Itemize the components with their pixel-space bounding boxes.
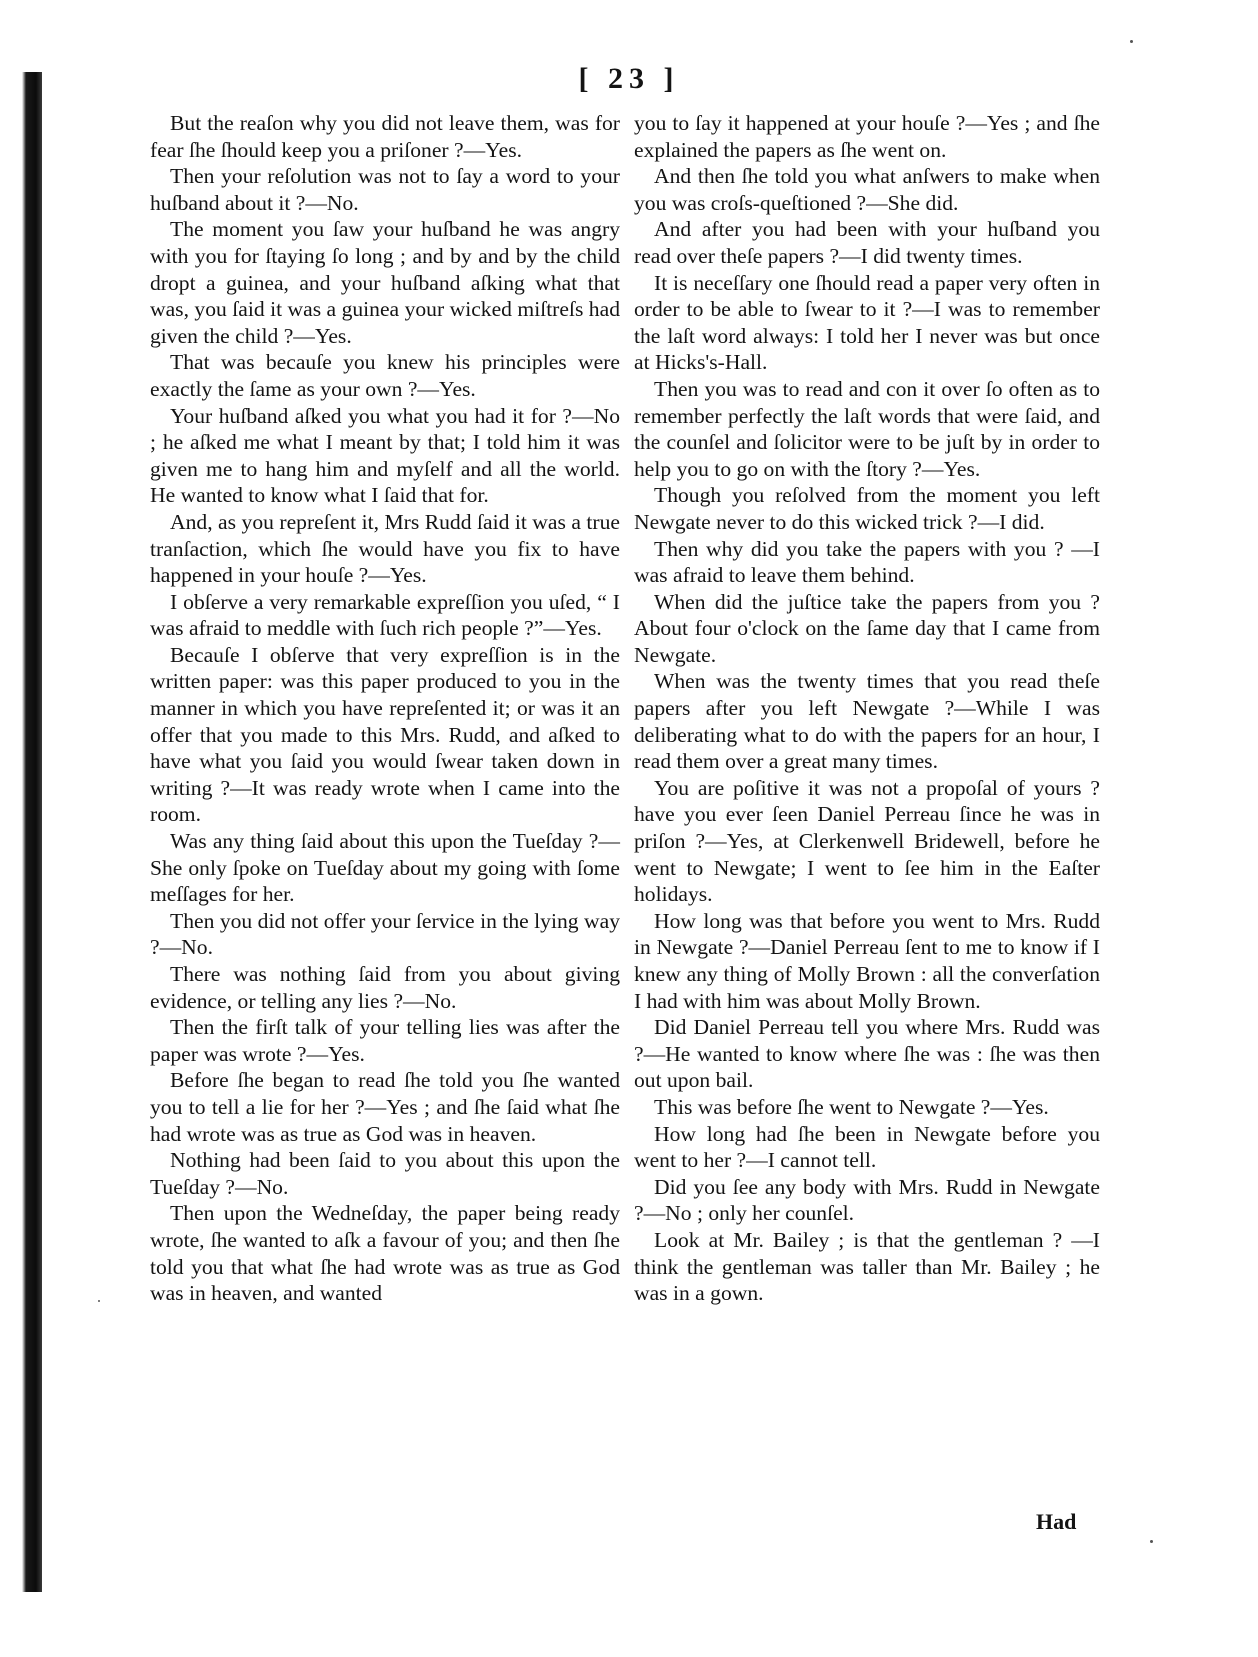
- paper-speck: [1150, 1540, 1153, 1543]
- paragraph: Did Daniel Perreau tell you where Mrs. Rudd was ?—He wanted to know where ſhe was : ſhe was then out upon bail.: [634, 1015, 1100, 1093]
- paragraph: I obſerve a very remarkable expreſſion you uſed, “ I was afraid to meddle with ſuch rich people ?”—Yes.: [150, 589, 620, 641]
- paragraph: Then why did you take the papers with you ? —I was afraid to leave them behind.: [634, 536, 1100, 588]
- binding-shadow: [0, 72, 42, 1592]
- paragraph: How long had ſhe been in Newgate before you went to her ?—I cannot tell.: [634, 1121, 1100, 1173]
- paragraph: You are poſitive it was not a propoſal of yours ? have you ever ſeen Daniel Perreau ſince he was in priſon ?—Yes, at Clerkenwell Bridewell, before he went to Newgate; I went to ſee him in the Eaſter holidays.: [634, 775, 1100, 907]
- right-column: [634, 110, 1100, 1307]
- paragraph: Then the firſt talk of your telling lies was after the paper was wrote ?—Yes.: [150, 1015, 620, 1066]
- paragraph: And then ſhe told you what anſwers to make when you was croſs-queſtioned ?—She did.: [634, 164, 1100, 215]
- paragraph: Your huſband aſked you what you had it for ?—No ; he aſked me what I meant by that; I told him it was given me to hang him and myſelf and all the world. He wanted to know what I ſaid that for.: [150, 403, 620, 508]
- paper-speck: [98, 1300, 100, 1302]
- paper-speck: [1130, 40, 1133, 43]
- paragraph: Nothing had been ſaid to you about this upon the Tueſday ?—No.: [150, 1148, 620, 1199]
- paragraph: When was the twenty times that you read theſe papers after you left Newgate ?—While I was deliberating what to do with the papers for an hour, I read them over a great many times.: [634, 669, 1100, 774]
- paragraph: How long was that before you went to Mrs. Rudd in Newgate ?—Daniel Perreau ſent to me to know if I knew any thing of Molly Brown : all the converſation I had with him was about Molly Brown.: [634, 908, 1100, 1013]
- paragraph: Was any thing ſaid about this upon the Tueſday ?—She only ſpoke on Tueſday about my going with ſome meſſages for her.: [150, 829, 620, 907]
- paragraph: And, as you repreſent it, Mrs Rudd ſaid it was a true tranſaction, which ſhe would have you fix to have happened in your houſe ?—Yes.: [150, 509, 620, 588]
- paragraph: The moment you ſaw your huſband he was angry with you for ſtaying ſo long ; and by and by the child dropt a guinea, and your huſband aſking what that was, you ſaid it was a guinea your wicked miſtreſs had given the child ?—Yes.: [150, 217, 620, 348]
- catchword: Had: [1036, 1509, 1077, 1534]
- paragraph: This was before ſhe went to Newgate ?—Yes.: [654, 1094, 1049, 1119]
- paragraph: Becauſe I obſerve that very expreſſion is in the written paper: was this paper produced to you in the manner in which you have repreſented it; or was it an offer that you made to this Mrs. Rudd, and aſked to have what you ſaid you would ſwear taken down in writing ?—It was ready wrote when I came into the room.: [150, 642, 620, 827]
- paragraph: And after you had been with your huſband you read over theſe papers ?—I did twenty times.: [634, 217, 1100, 268]
- paragraph: Then you did not offer your ſervice in the lying way ?—No.: [150, 908, 620, 960]
- paragraph: But the reaſon why you did not leave them, was for fear ſhe ſhould keep you a priſoner ?—Yes.: [150, 111, 620, 162]
- paragraph: Then upon the Wedneſday, the paper being ready wrote, ſhe wanted to aſk a favour of you; and then ſhe told you that what ſhe had wrote was as true as God was in heaven, and wanted: [150, 1201, 620, 1306]
- paragraph: Though you reſolved from the moment you left Newgate never to do this wicked trick ?—I did.: [634, 483, 1100, 534]
- paragraph: It is neceſſary one ſhould read a paper very often in order to be able to ſwear to it ?—I was to remember the laſt word always: I told her I never was but once at Hicks's-Hall.: [634, 270, 1100, 375]
- paragraph: Did you ſee any body with Mrs. Rudd in Newgate ?—No ; only her counſel.: [634, 1174, 1100, 1226]
- paragraph: Then you was to read and con it over ſo often as to remember perfectly the laſt words that were ſaid, and the counſel and ſolicitor were to be juſt by in order to help you to go on with the ſtory ?—Yes.: [634, 376, 1100, 481]
- paragraph: Then your reſolution was not to ſay a word to your huſband about it ?—No.: [150, 164, 620, 215]
- paragraph: Look at Mr. Bailey ; is that the gentleman ? —I think the gentleman was taller than Mr. Bailey ; he was in a gown.: [634, 1227, 1100, 1306]
- paragraph: There was nothing ſaid from you about giving evidence, or telling any lies ?—No.: [150, 962, 620, 1013]
- left-column: [150, 110, 620, 1307]
- paragraph: you to ſay it happened at your houſe ?—Yes ; and ſhe explained the papers as ſhe went on.: [634, 111, 1100, 162]
- paragraph: When did the juſtice take the papers from you ? About four o'clock on the ſame day that I came from Newgate.: [634, 589, 1100, 667]
- paragraph: That was becauſe you knew his principles were exactly the ſame as your own ?—Yes.: [150, 350, 620, 401]
- paragraph: Before ſhe began to read ſhe told you ſhe wanted you to tell a lie for her ?—Yes ; and ſhe ſaid what ſhe had wrote was as true as God was in heaven.: [150, 1068, 620, 1146]
- page-number: [ 23 ]: [578, 62, 680, 95]
